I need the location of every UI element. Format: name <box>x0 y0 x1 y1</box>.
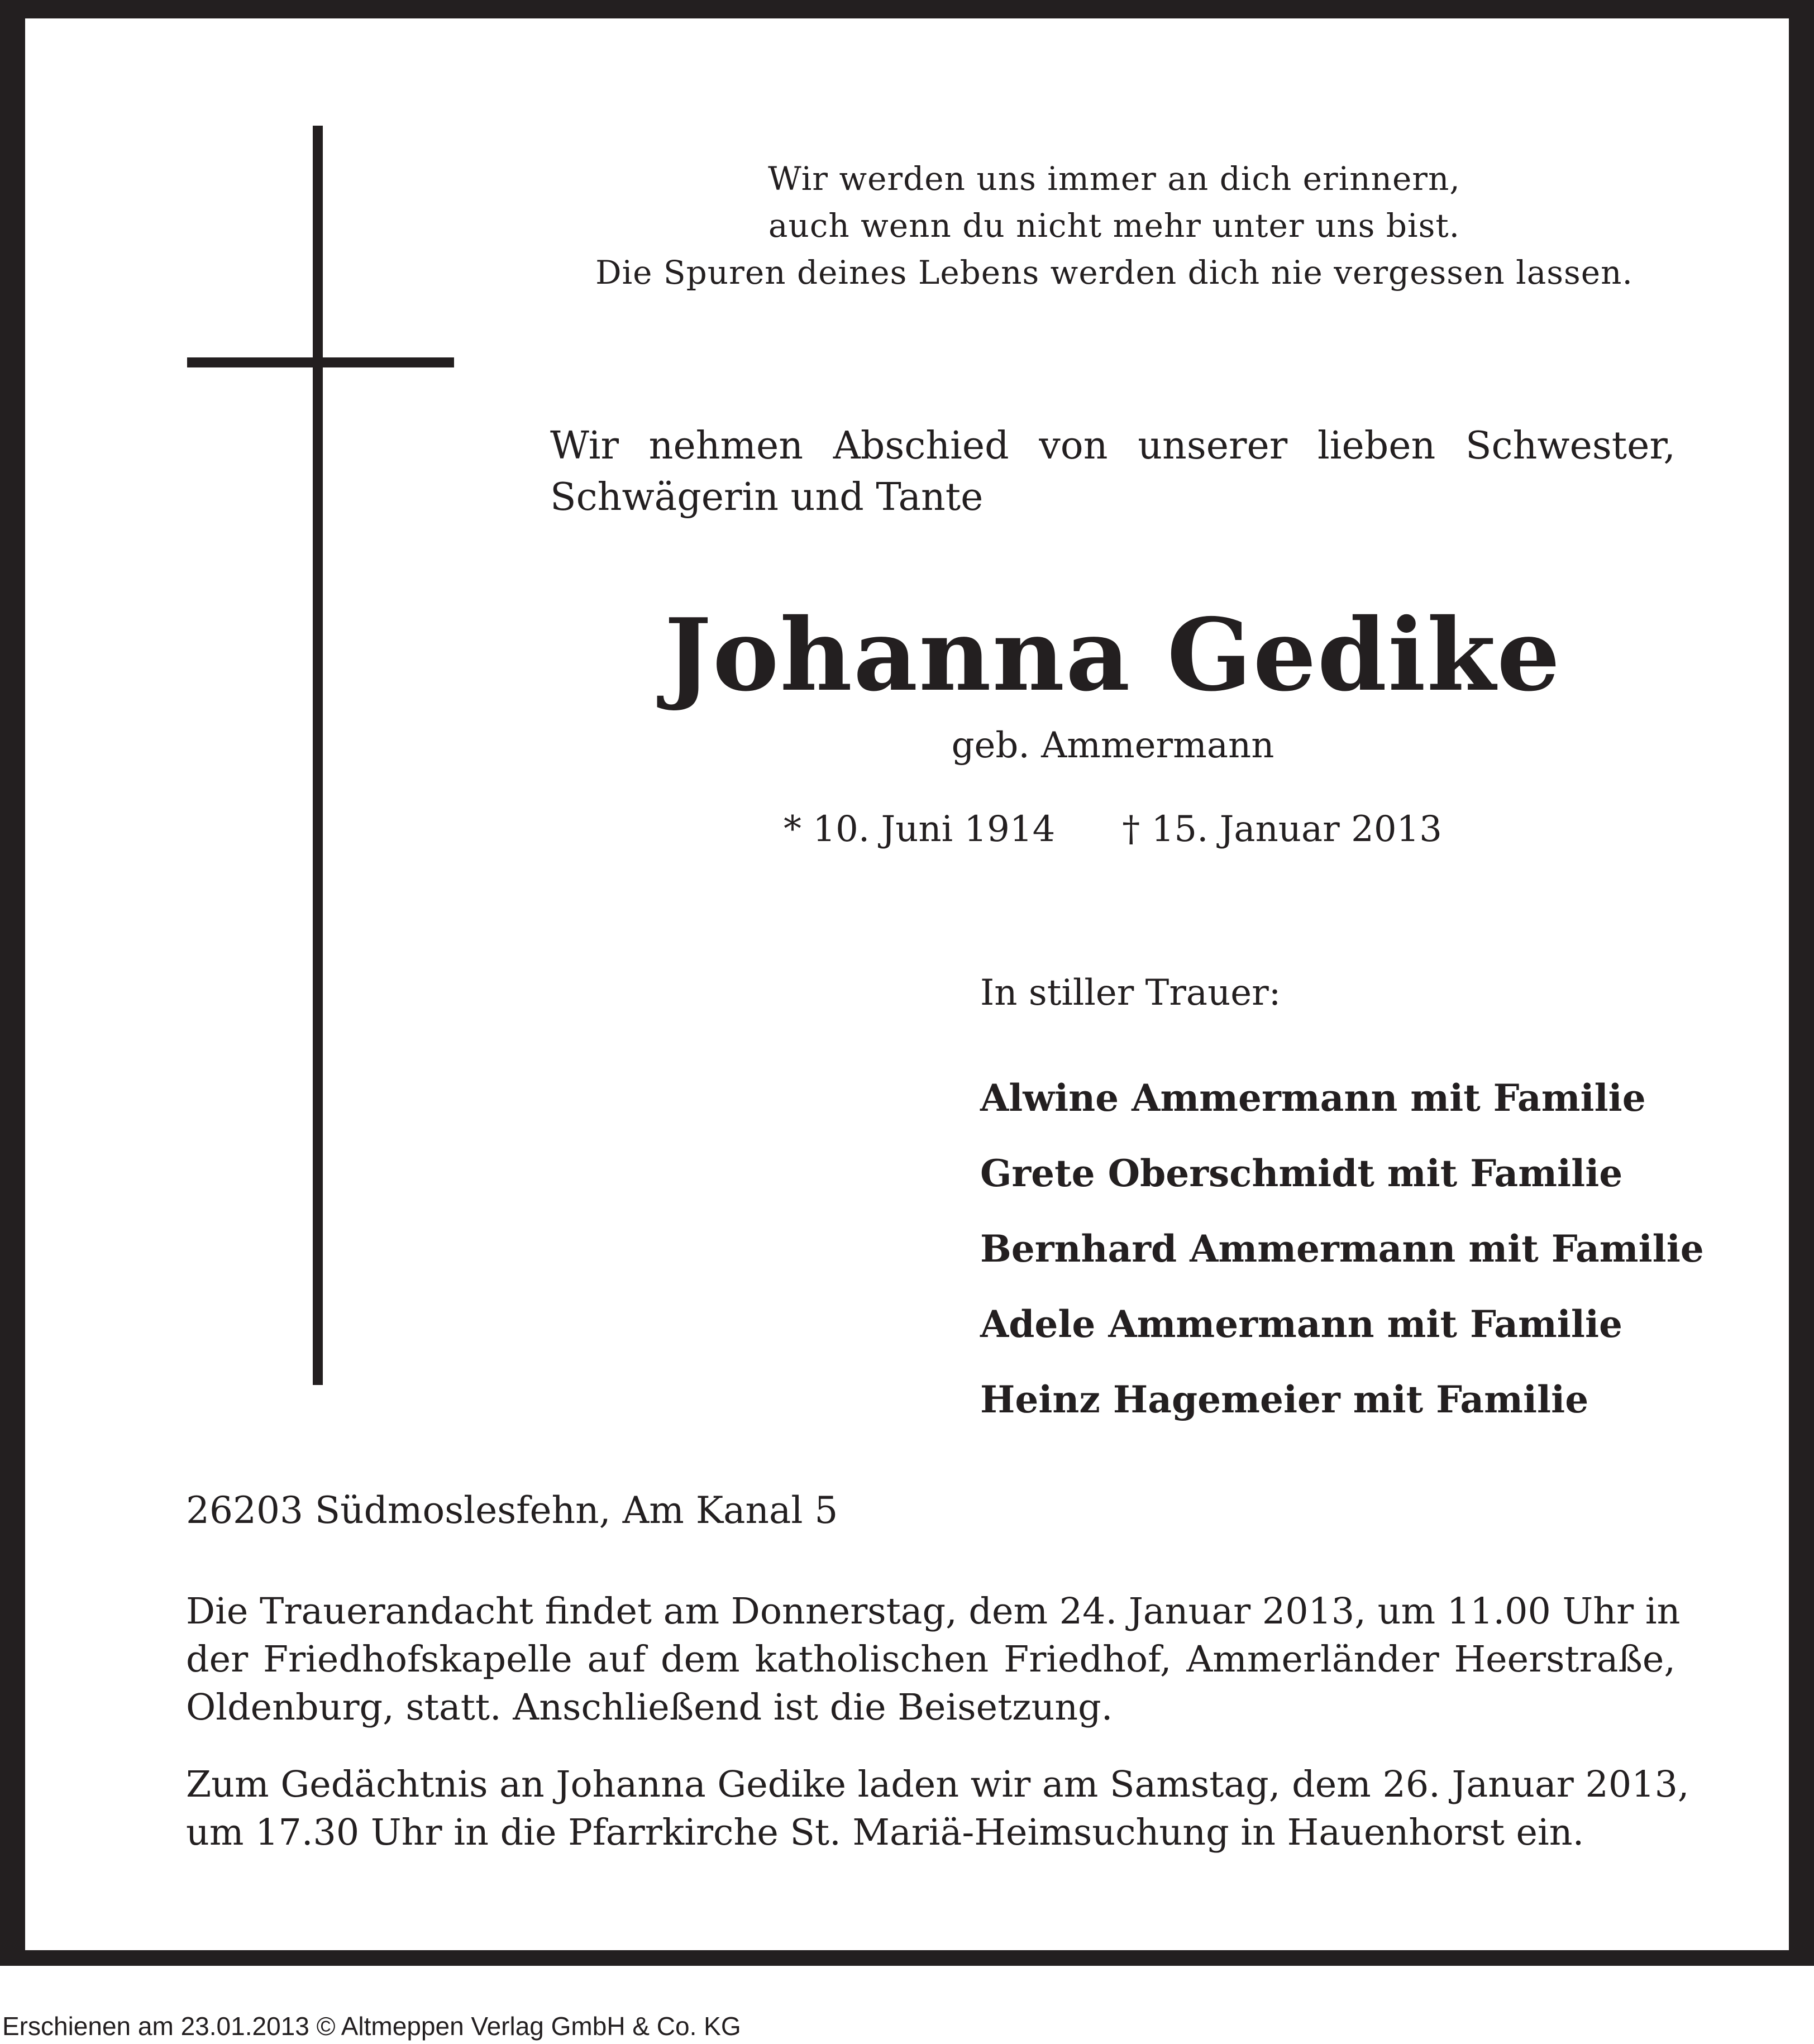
motto-line: Die Spuren deines Lebens werden dich nie vergessen lassen. <box>595 254 1633 292</box>
intro-line: Wir nehmen Abschied von unserer lieben Schwester, <box>550 424 1675 468</box>
paragraph-line: Zum Gedächtnis an Johanna Gedike laden wir am Samstag, dem 26. Januar 2013, <box>186 1764 1689 1806</box>
paragraph-line: der Friedhofskapelle auf dem katholischen Friedhof, Ammerländer Heerstraße, <box>186 1639 1675 1680</box>
motto-line: Wir werden uns immer an dich erinnern, <box>768 160 1460 198</box>
funeral-service-paragraph <box>186 1588 1681 1732</box>
cross-icon-bar <box>187 357 454 367</box>
motto-line: auch wenn du nicht mehr unter uns bist. <box>768 207 1460 245</box>
mourner-item: Heinz Hagemeier mit Familie <box>980 1378 1589 1421</box>
birth-date: * 10. Juni 1914 <box>784 809 1056 850</box>
mourner-item: Adele Ammermann mit Familie <box>980 1302 1623 1346</box>
maiden-name: geb. Ammermann <box>951 725 1274 766</box>
paragraph-line: Oldenburg, statt. Anschließend ist die Beisetzung. <box>186 1687 1113 1728</box>
farewell-intro <box>550 421 1675 523</box>
mourner-item: Bernhard Ammermann mit Familie <box>980 1227 1704 1271</box>
memorial-motto <box>528 155 1701 296</box>
paragraph-line: um 17.30 Uhr in die Pfarrkirche St. Mariä-Heimsuchung in Hauenhorst ein. <box>186 1812 1584 1854</box>
deceased-name: Johanna Gedike <box>664 596 1562 713</box>
memorial-service-paragraph <box>186 1761 1689 1857</box>
family-address: 26203 Südmoslesfehn, Am Kanal 5 <box>186 1489 838 1532</box>
intro-line: Schwägerin und Tante <box>550 475 984 519</box>
cross-icon <box>313 126 323 1385</box>
life-dates <box>550 807 1675 852</box>
mourner-item: Alwine Ammermann mit Familie <box>980 1076 1646 1120</box>
paragraph-line: Die Trauerandacht findet am Donnerstag, dem 24. Januar 2013, um 11.00 Uhr in <box>186 1591 1681 1632</box>
death-date: † 15. Januar 2013 <box>1122 809 1442 850</box>
mourner-item: Grete Oberschmidt mit Familie <box>980 1152 1623 1195</box>
publication-footer: Erschienen am 23.01.2013 © Altmeppen Verlag GmbH & Co. KG <box>2 2012 741 2041</box>
mourning-label: In stiller Trauer: <box>980 972 1281 1014</box>
